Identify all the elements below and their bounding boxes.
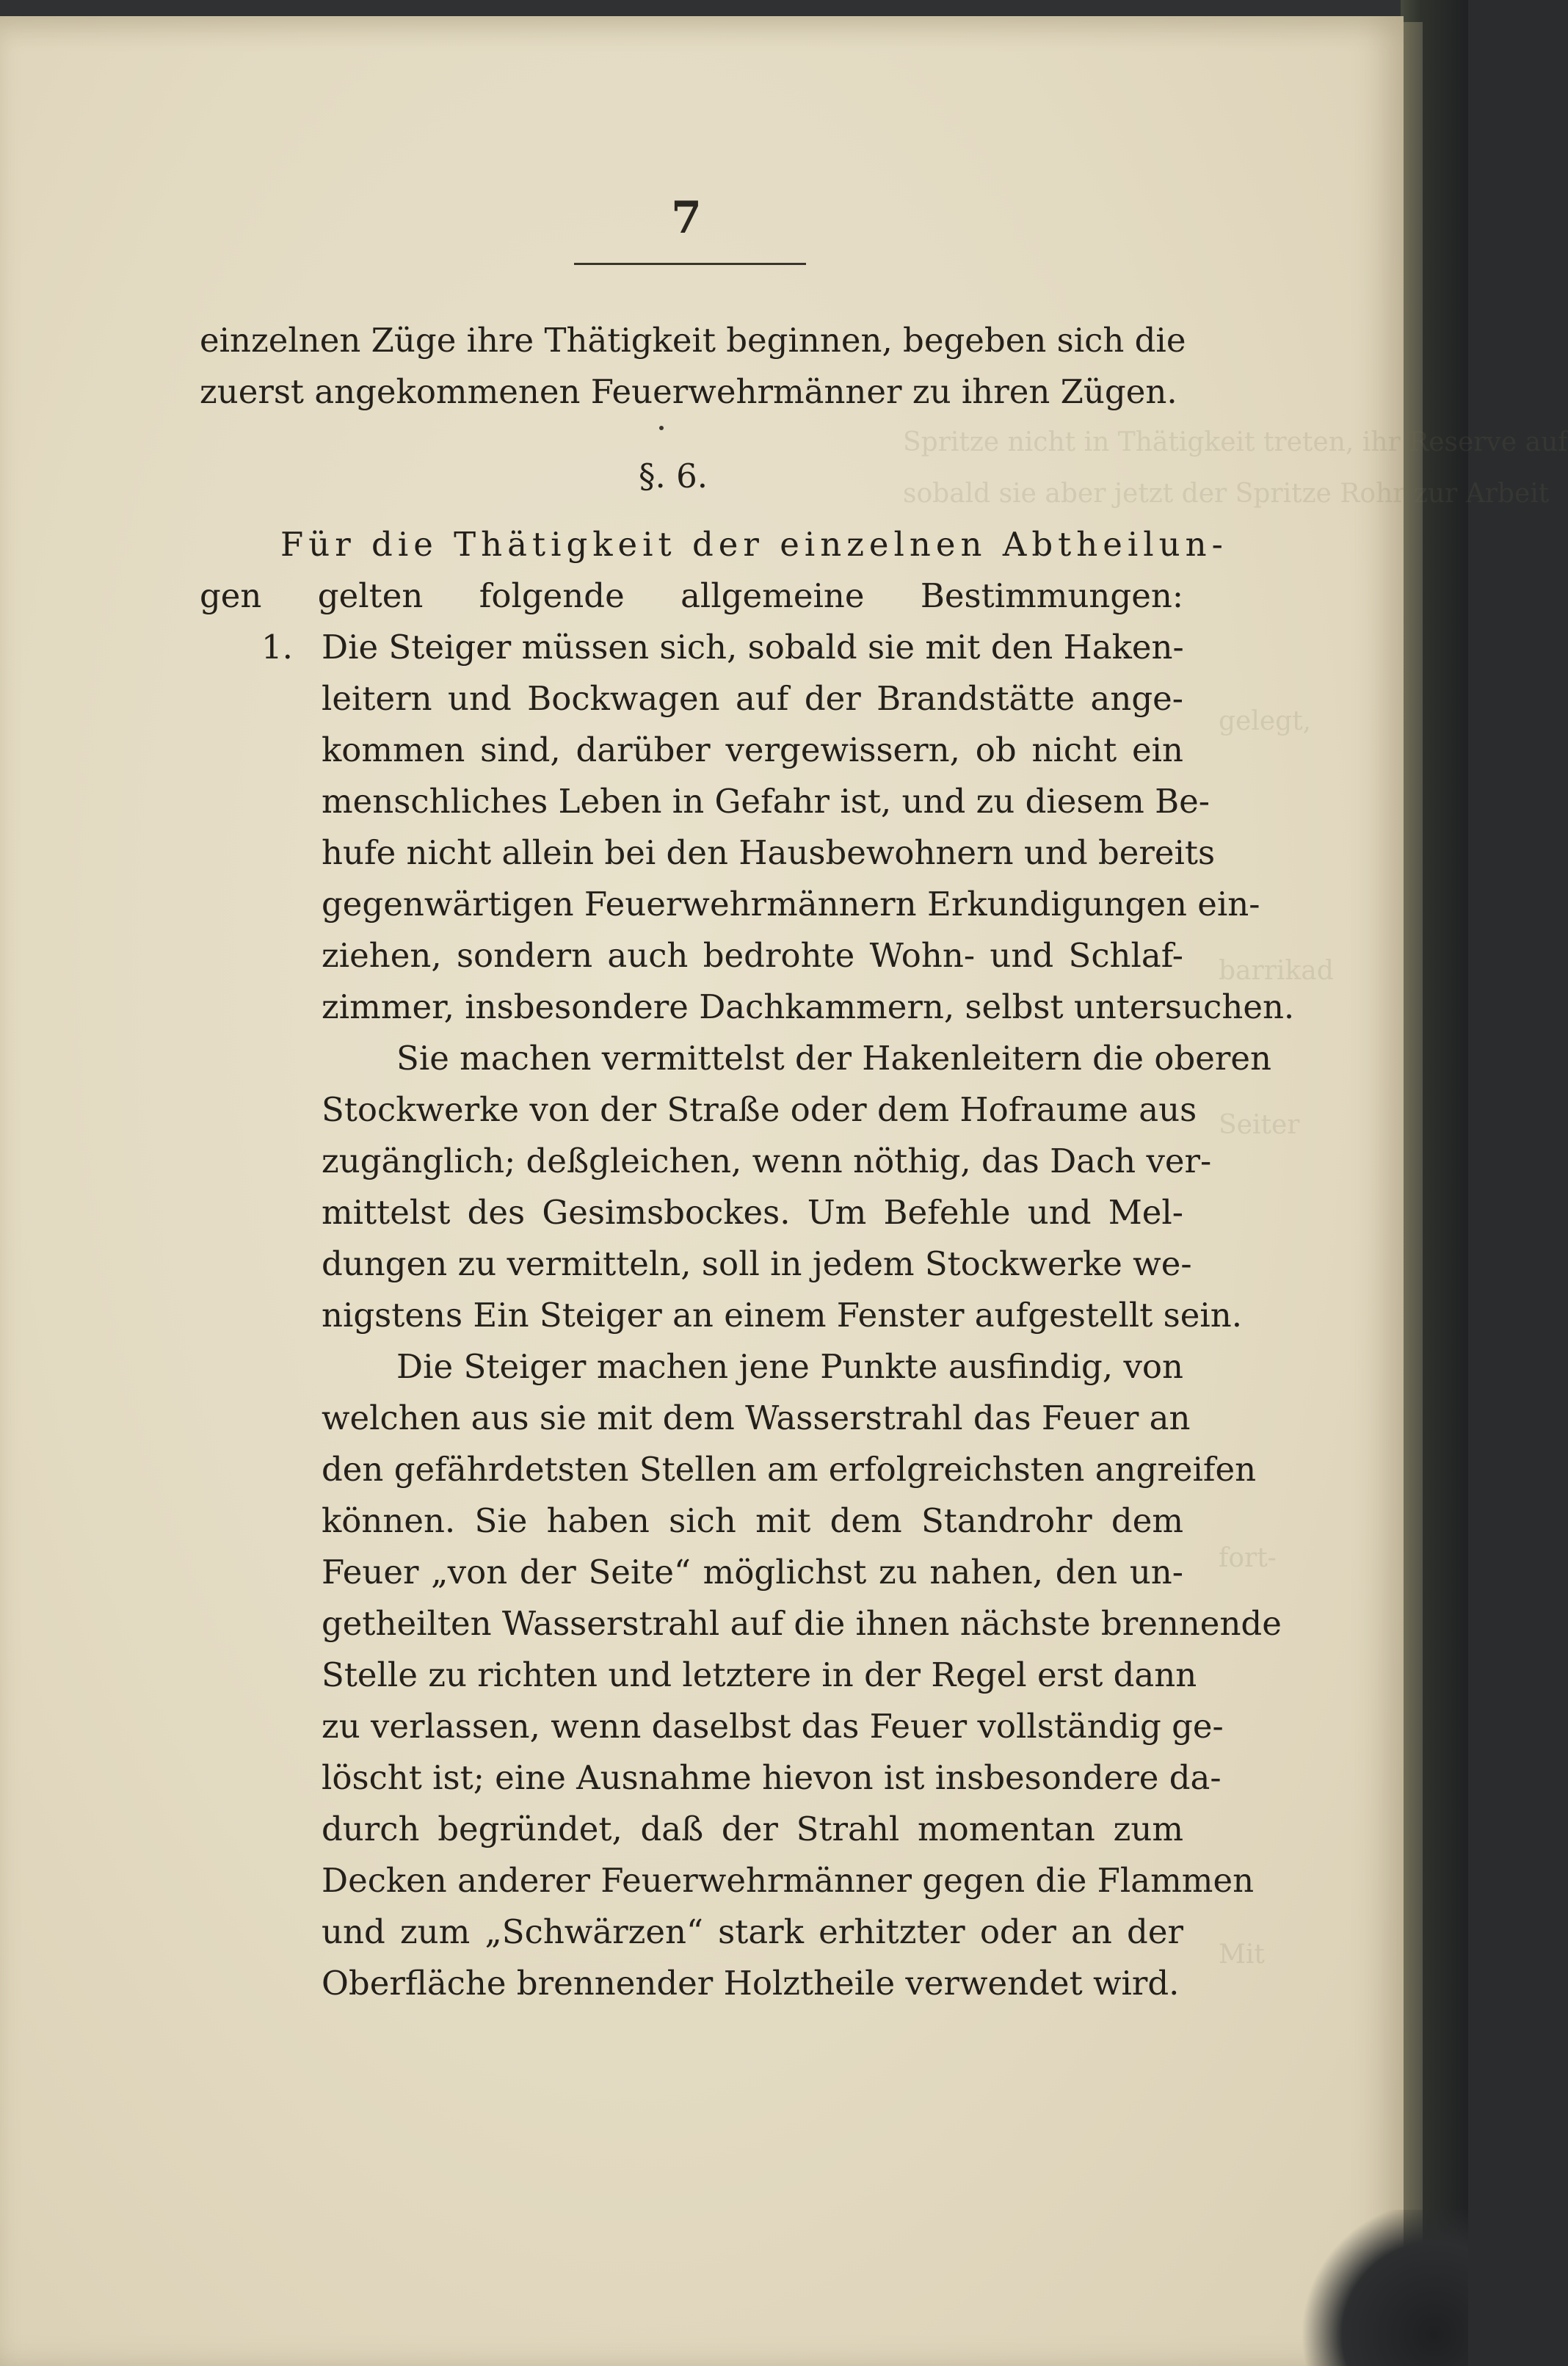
show-through-text: Spritze nicht in Thätigkeit treten, ihr Reserve auf xyxy=(903,427,1568,457)
text-line: Stelle zu richten und letztere in der Regel erst dann xyxy=(322,1655,1197,1694)
page-number: 7 xyxy=(671,192,702,244)
text-line: einzelnen Züge ihre Thätigkeit beginnen, begeben sich die xyxy=(200,321,1186,360)
text-line: durch begründet, daß der Strahl momentan zum xyxy=(322,1810,1183,1848)
show-through-text: barrikad xyxy=(1219,956,1334,986)
text-line: können. Sie haben sich mit dem Standrohr dem xyxy=(322,1501,1183,1540)
text-line: leitern und Bockwagen auf der Brandstätte ange- xyxy=(322,679,1183,718)
text-line: und zum „Schwärzen“ stark erhitzter oder an der xyxy=(322,1912,1183,1951)
text-line: zugänglich; deßgleichen, wenn nöthig, das Dach ver- xyxy=(322,1142,1212,1180)
text-line: mittelst des Gesimsbockes. Um Befehle und Mel- xyxy=(322,1193,1183,1232)
text-line: Decken anderer Feuerwehrmänner gegen die Flammen xyxy=(322,1861,1255,1900)
text-line: zimmer, insbesondere Dachkammern, selbst untersuchen. xyxy=(322,987,1295,1026)
show-through-text: Seiter xyxy=(1219,1110,1300,1140)
text-line: Oberfläche brennender Holztheile verwendet wird. xyxy=(322,1964,1180,2003)
text-line: gen gelten folgende allgemeine Bestimmungen: xyxy=(200,576,1183,615)
text-line: dungen zu vermitteln, soll in jedem Stockwerke we- xyxy=(322,1244,1192,1283)
show-through-text: gelegt, xyxy=(1219,706,1312,736)
text-line: nigstens Ein Steiger an einem Fenster aufgestellt sein. xyxy=(322,1296,1243,1335)
text-line: Sie machen vermittelst der Hakenleitern die oberen xyxy=(396,1039,1271,1078)
list-item-number: 1. xyxy=(261,628,293,667)
text-line: getheilten Wasserstrahl auf die ihnen nächste brennende xyxy=(322,1604,1282,1643)
text-line: Feuer „von der Seite“ möglichst zu nahen, den un- xyxy=(322,1553,1183,1592)
text-line: gegenwärtigen Feuerwehrmännern Erkundigungen ein- xyxy=(322,885,1260,923)
show-through-text: sobald sie aber jetzt der Spritze Rohr zur Arbeit xyxy=(903,479,1550,509)
book-page xyxy=(0,16,1568,2366)
text-line: menschliches Leben in Gefahr ist, und zu diesem Be- xyxy=(322,782,1211,821)
text-line: kommen sind, darüber vergewissern, ob nicht ein xyxy=(322,730,1183,769)
text-line: Die Steiger machen jene Punkte ausfindig, von xyxy=(396,1347,1183,1386)
text-line: den gefährdetsten Stellen am erfolgreichsten angreifen xyxy=(322,1450,1257,1489)
text-line: hufe nicht allein bei den Hausbewohnern und bereits xyxy=(322,833,1216,872)
show-through-text: Mit xyxy=(1219,1939,1265,1970)
scan-corner-shadow xyxy=(1299,2210,1468,2366)
text-line: zuerst angekommenen Feuerwehrmänner zu ihren Zügen. xyxy=(200,372,1177,411)
text-line: Stockwerke von der Straße oder dem Hofraume aus xyxy=(322,1090,1197,1129)
show-through-text: fort- xyxy=(1219,1543,1277,1573)
header-rule xyxy=(574,263,806,265)
text-line: welchen aus sie mit dem Wasserstrahl das Feuer an xyxy=(322,1398,1191,1437)
text-line: Die Steiger müssen sich, sobald sie mit den Haken- xyxy=(322,628,1184,667)
text-line: ziehen, sondern auch bedrohte Wohn- und Schlaf- xyxy=(322,936,1183,975)
text-line: löscht ist; eine Ausnahme hievon ist insbesondere da- xyxy=(322,1758,1222,1797)
section-heading: §. 6. xyxy=(639,457,708,496)
text-line: zu verlassen, wenn daselbst das Feuer vollständig ge- xyxy=(322,1707,1224,1746)
text-line: Für die Thätigkeit der einzelnen Abtheilun- xyxy=(280,525,1228,564)
book-cover-edge xyxy=(1404,22,1423,2254)
printing-speck xyxy=(659,426,664,430)
